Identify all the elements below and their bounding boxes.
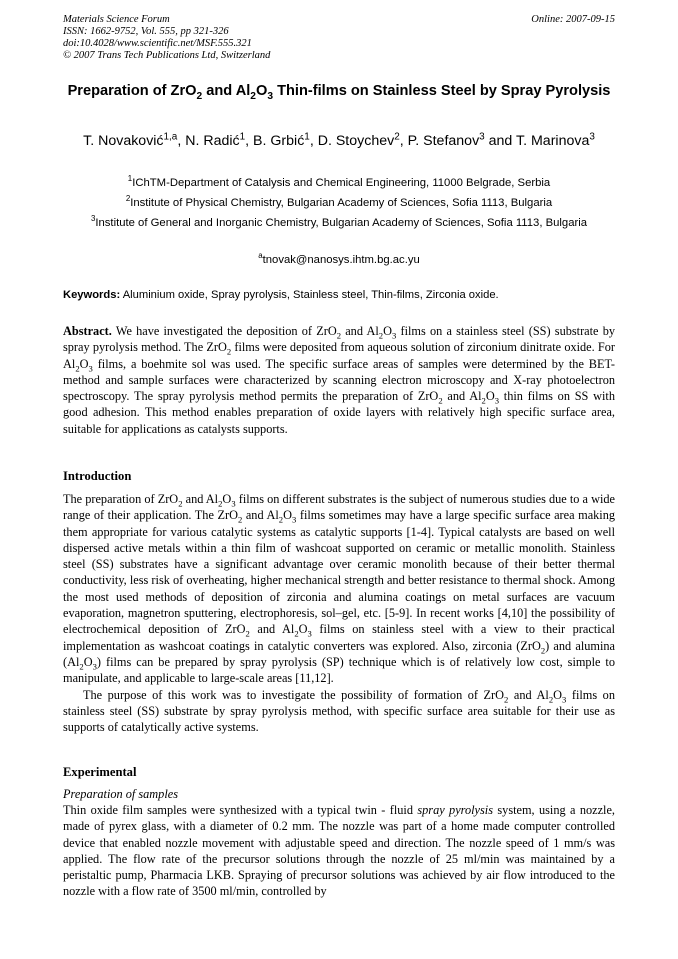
author-affiliation-marker: 3	[479, 131, 485, 143]
issn-line: ISSN: 1662-9752, Vol. 555, pp 321-326	[63, 26, 229, 37]
author-affiliation-marker: 3	[589, 131, 595, 143]
author-affiliation-marker: 2	[394, 131, 400, 143]
experimental-heading: Experimental	[63, 765, 137, 779]
corresponding-email: $^a$tnovak@nanosys.ihtm.bg.ac.yu	[258, 251, 420, 266]
author-name: T. Marinova	[516, 133, 590, 149]
author-list: T. Novaković$^{1,a}$, N. Radić$^1$, B. Grbić$^1$, D. Stoychev$^2$, P. Stefanov$^3$ and T. Marinova$^3$	[83, 131, 595, 149]
preparation-subheading: Preparation of samples	[63, 787, 178, 801]
experimental-paragraph: Thin oxide film samples were synthesized with a typical twin - fluid spray pyrolysis system, using a nozzle, made of pyrex glass, with a diameter of 0.2 mm. The nozzle was part of a home made computer controlled device that enabled nozzle movement with adjustable speed and direction. The nozzle speed of 1 mm/s was applied. The flow rate of the precursor solutions through the nozzle of 25 ml/min was maintained by a peristaltic pump, Pharmacia LKB. Spraying of precursor solutions was achieved by air flow introduced to the nozzle with a flow rate of 3500 ml/min, controlled by	[63, 803, 616, 899]
keywords	[63, 288, 615, 302]
paper-title: Preparation of ZrO$_2$ and $Al_2O_3$ Thin-films on Stainless Steel by Spray Pyrolysis	[67, 83, 611, 102]
abstract-label: Abstract.	[63, 324, 112, 338]
author-name: B. Grbić	[253, 133, 305, 149]
author-affiliation-marker: 1	[239, 131, 246, 143]
introduction-body	[63, 491, 615, 735]
keywords-label: Keywords:	[63, 289, 121, 301]
affiliation-1: $^1$IChTM-Department of Catalysis and Chemical Engineering, 11000 Belgrade, Serbia	[127, 174, 551, 189]
keywords-text: Aluminium oxide, Spray pyrolysis, Stainless steel, Thin-films, Zirconia oxide.	[122, 289, 499, 301]
journal-name: Materials Science Forum	[63, 14, 170, 25]
doi-line: doi:10.4028/www.scientific.net/MSF.555.321	[63, 38, 252, 49]
author-affiliation-marker: 1,a	[163, 131, 178, 143]
author-name: D. Stoychev	[317, 133, 395, 149]
publication-header	[63, 14, 615, 62]
introduction-heading: Introduction	[63, 469, 132, 483]
introduction-paragraph-1: The preparation of ZrO$_2$ and $Al_2O_3$ films on different substrates is the subject of numerous studies due to a wide range of their application. The ZrO$_2$ and $Al_2O_3$ films sometimes may have a large specific surface area making them appropriate for various catalytic systems as catalytic supports [1-4]. Typical catalysts are based on well dispersed active metals within a thin film of washcoat supported on ceramic or metallic monolith. Stainless steel (SS) substrates have a significant advantage over ceramic monolith because of their better thermal conductivity, less risk of overheating, higher mechanical strength and better resistance to thermal shock. Among the most used methods of deposition of zirconia and alumina coatings on metal surfaces are vacuum evaporation, magnetron sputtering, electrophoresis, sol–gel, etc. [5-9]. In recent works [4,10] the possibility of electrochemical deposition of ZrO$_2$ and $Al_2O_3$ films on stainless steel with a view to their practical implementation as washcoat coatings in catalytic converters was explored. Also, zirconia (ZrO$_2$) and alumina $(Al_2O_3)$ films can be prepared by spray pyrolysis (SP) technique which is of relatively low cost, simple to manipulate, and applicable to large-scale areas [11,12].	[63, 492, 616, 686]
author-name: P. Stefanov	[407, 133, 480, 149]
copyright-line: © 2007 Trans Tech Publications Ltd, Switzerland	[63, 50, 271, 61]
abstract: Abstract. We have investigated the deposition of ZrO$_2$ and $Al_2O_3$ films on a stainless steel (SS) substrate by spray pyrolysis method. The ZrO$_2$ films were deposited from aqueous solution of zirconium dinitrate oxide. For $Al_2O_3$ films, a boehmite sol was used. The specific surface areas of samples were determined by the BET-method and sample surfaces were characterized by scanning electron microscopy and X-ray photoelectron spectroscopy. The spray pyrolysis method permits the preparation of ZrO$_2$ and $Al_2O_3$ thin films on SS with good adhesion. This method enables preparation of oxide layers with relatively high specific surface area, suitable for applications as catalysts supports.	[63, 324, 616, 436]
online-date: Online: 2007-09-15	[531, 14, 615, 25]
introduction-paragraph-2: The purpose of this work was to investigate the possibility of formation of ZrO$_2$ and $Al_2O_3$ films on stainless steel (SS) substrate by spray pyrolysis method, with specific surface area suitable for their use as supports of catalytically active systems.	[63, 687, 615, 735]
affiliation-2: $^2$Institute of Physical Chemistry, Bulgarian Academy of Sciences, Sofia 1113, Bulgaria	[125, 194, 553, 209]
author-name: N. Radić	[185, 133, 240, 149]
affiliation-3: $^3$Institute of General and Inorganic Chemistry, Bulgarian Academy of Sciences, Sofia 1113, Bulgaria	[90, 214, 588, 229]
author-affiliation-marker: 1	[304, 131, 310, 143]
author-name: T. Novaković	[83, 133, 164, 149]
